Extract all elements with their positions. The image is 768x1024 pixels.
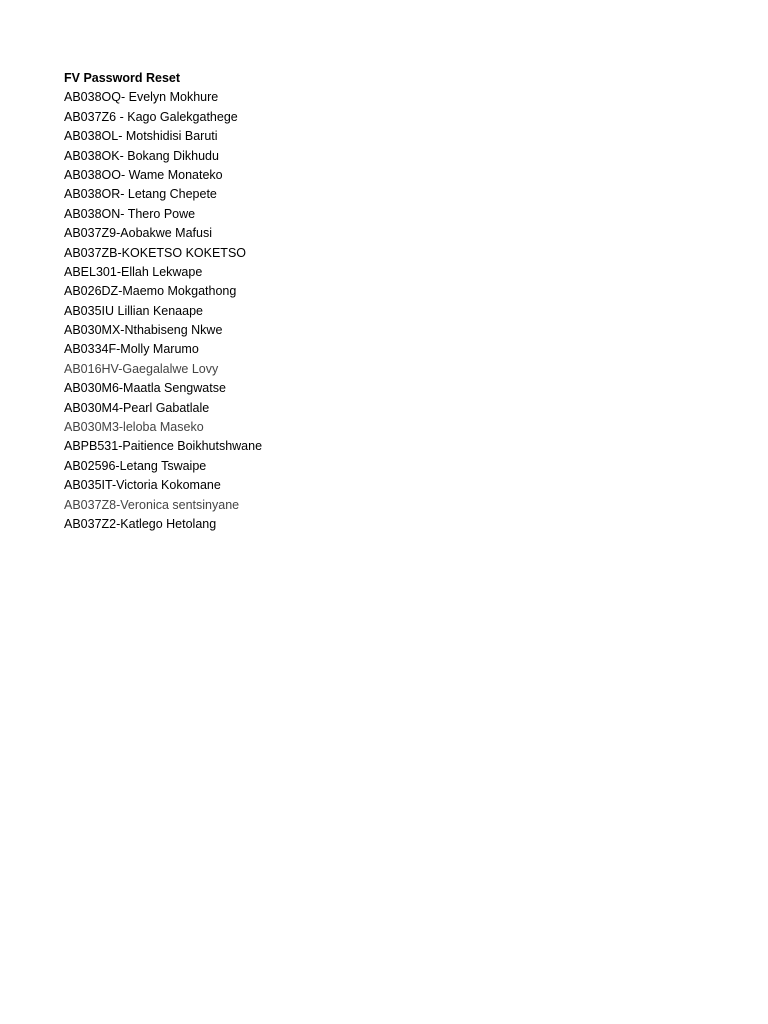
list-item: AB038OR- Letang Chepete — [64, 187, 217, 202]
list-item: AB026DZ-Maemo Mokgathong — [64, 284, 237, 299]
list-item: AB035IU Lillian Kenaape — [64, 303, 203, 318]
list-item: AB030M6-Maatla Sengwatse — [64, 381, 226, 396]
list-item: AB02596-Letang Tswaipe — [64, 458, 207, 473]
list-item: AB037Z8-Veronica sentsinyane — [64, 497, 240, 512]
list-item: AB030MX-Nthabiseng Nkwe — [64, 323, 223, 338]
list-item: AB037Z9-Aobakwe Mafusi — [64, 226, 212, 241]
list-item: AB035IT-Victoria Kokomane — [64, 478, 221, 493]
list-item: AB038OK- Bokang Dikhudu — [64, 148, 219, 163]
list-item: ABPB531-Paitience Boikhutshwane — [64, 439, 263, 454]
list-item: AB038OO- Wame Monateko — [64, 167, 223, 182]
list-item: AB037Z2-Katlego Hetolang — [64, 516, 217, 531]
list-item: AB037Z6 - Kago Galekgathege — [64, 109, 238, 124]
document-title: FV Password Reset — [64, 71, 181, 85]
entry-list — [64, 88, 664, 534]
document-body — [64, 69, 664, 534]
list-item: AB038OQ- Evelyn Mokhure — [64, 90, 219, 105]
list-item: AB0334F-Molly Marumo — [64, 342, 199, 357]
list-item: AB037ZB-KOKETSO KOKETSO — [64, 245, 247, 260]
list-item: AB038ON- Thero Powe — [64, 206, 196, 221]
list-item: AB030M3-leloba Maseko — [64, 420, 204, 435]
list-item: AB038OL- Motshidisi Baruti — [64, 129, 218, 144]
list-item: AB030M4-Pearl Gabatlale — [64, 400, 210, 415]
list-item: AB016HV-Gaegalalwe Lovy — [64, 361, 219, 376]
list-item: ABEL301-Ellah Lekwape — [64, 264, 203, 279]
